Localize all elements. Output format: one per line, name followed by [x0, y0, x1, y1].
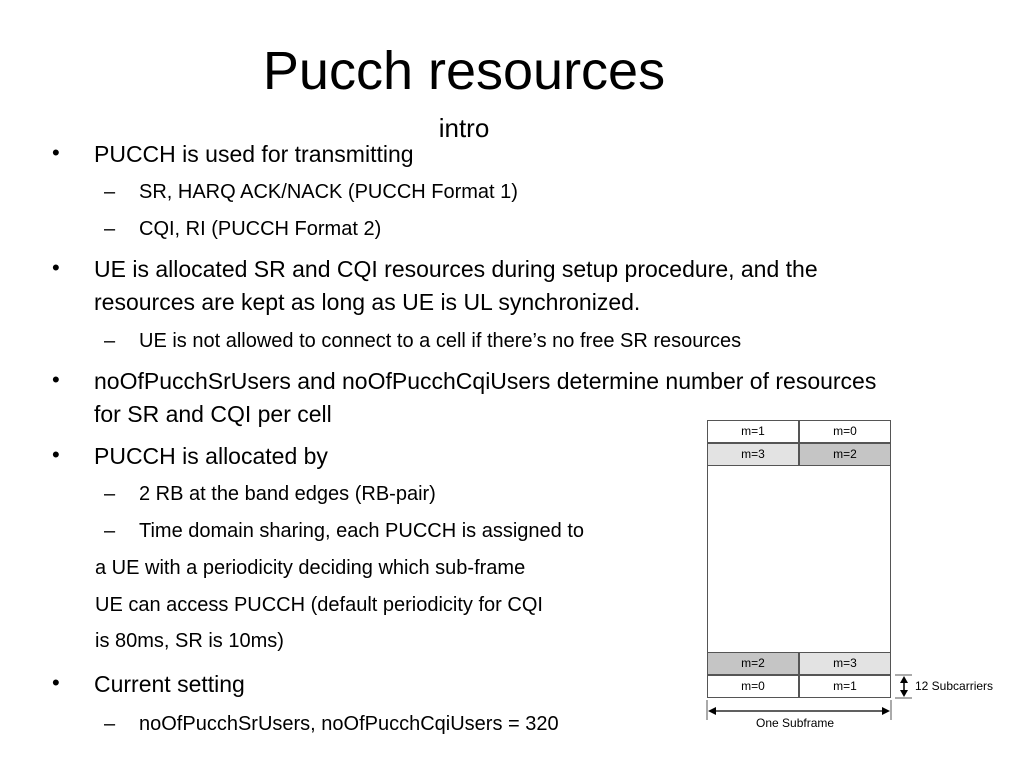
- bullet-marker: •: [52, 442, 60, 467]
- pucch-cell: m=0: [799, 420, 891, 443]
- pucch-cell: m=0: [707, 675, 799, 698]
- bullet-marker: •: [52, 670, 60, 695]
- pucch-cell: m=1: [799, 675, 891, 698]
- bullet-marker: •: [52, 367, 60, 392]
- continuation-text: a UE with a periodicity deciding which sub-frame: [95, 557, 526, 579]
- subframe-label: One Subframe: [756, 716, 835, 730]
- sub-bullet-text: UE is not allowed to connect to a cell if there’s no free SR resources: [139, 330, 742, 352]
- sub-bullet-text: Time domain sharing, each PUCCH is assigned to: [139, 520, 585, 542]
- bullet-text: noOfPucchSrUsers and noOfPucchCqiUsers determine number of resources: [94, 368, 877, 394]
- dash-marker: –: [104, 713, 116, 735]
- slide-title: Pucch resources: [262, 41, 666, 101]
- bullet-marker: •: [52, 140, 60, 165]
- dash-marker: –: [104, 181, 116, 203]
- bullet-text: UE is allocated SR and CQI resources during setup procedure, and the: [94, 256, 818, 282]
- sub-bullet-text: noOfPucchSrUsers, noOfPucchCqiUsers = 320: [139, 713, 559, 735]
- subcarriers-label: 12 Subcarriers: [915, 679, 994, 693]
- bullet-marker: •: [52, 255, 60, 280]
- dash-marker: –: [104, 330, 116, 352]
- pucch-cell: m=2: [799, 443, 891, 466]
- dash-marker: –: [104, 520, 116, 542]
- sub-bullet-text: 2 RB at the band edges (RB-pair): [139, 483, 436, 505]
- bullet-text: Current setting: [94, 671, 245, 697]
- continuation-text: UE can access PUCCH (default periodicity for CQI: [95, 594, 543, 616]
- sub-bullet-text: SR, HARQ ACK/NACK (PUCCH Format 1): [139, 181, 518, 203]
- continuation-text: is 80ms, SR is 10ms): [95, 630, 284, 652]
- pucch-cell: m=1: [707, 420, 799, 443]
- dash-marker: –: [104, 218, 116, 240]
- bullet-text: PUCCH is allocated by: [94, 443, 328, 469]
- bullet-text-continued: for SR and CQI per cell: [94, 401, 332, 427]
- pucch-cell: m=3: [799, 652, 891, 675]
- pucch-cell: m=3: [707, 443, 799, 466]
- bullet-text-continued: resources are kept as long as UE is UL synchronized.: [94, 289, 641, 315]
- slide-subtitle: intro: [438, 113, 490, 143]
- dash-marker: –: [104, 483, 116, 505]
- bullet-text: PUCCH is used for transmitting: [94, 141, 414, 167]
- sub-bullet-text: CQI, RI (PUCCH Format 2): [139, 218, 382, 240]
- pucch-cell: m=2: [707, 652, 799, 675]
